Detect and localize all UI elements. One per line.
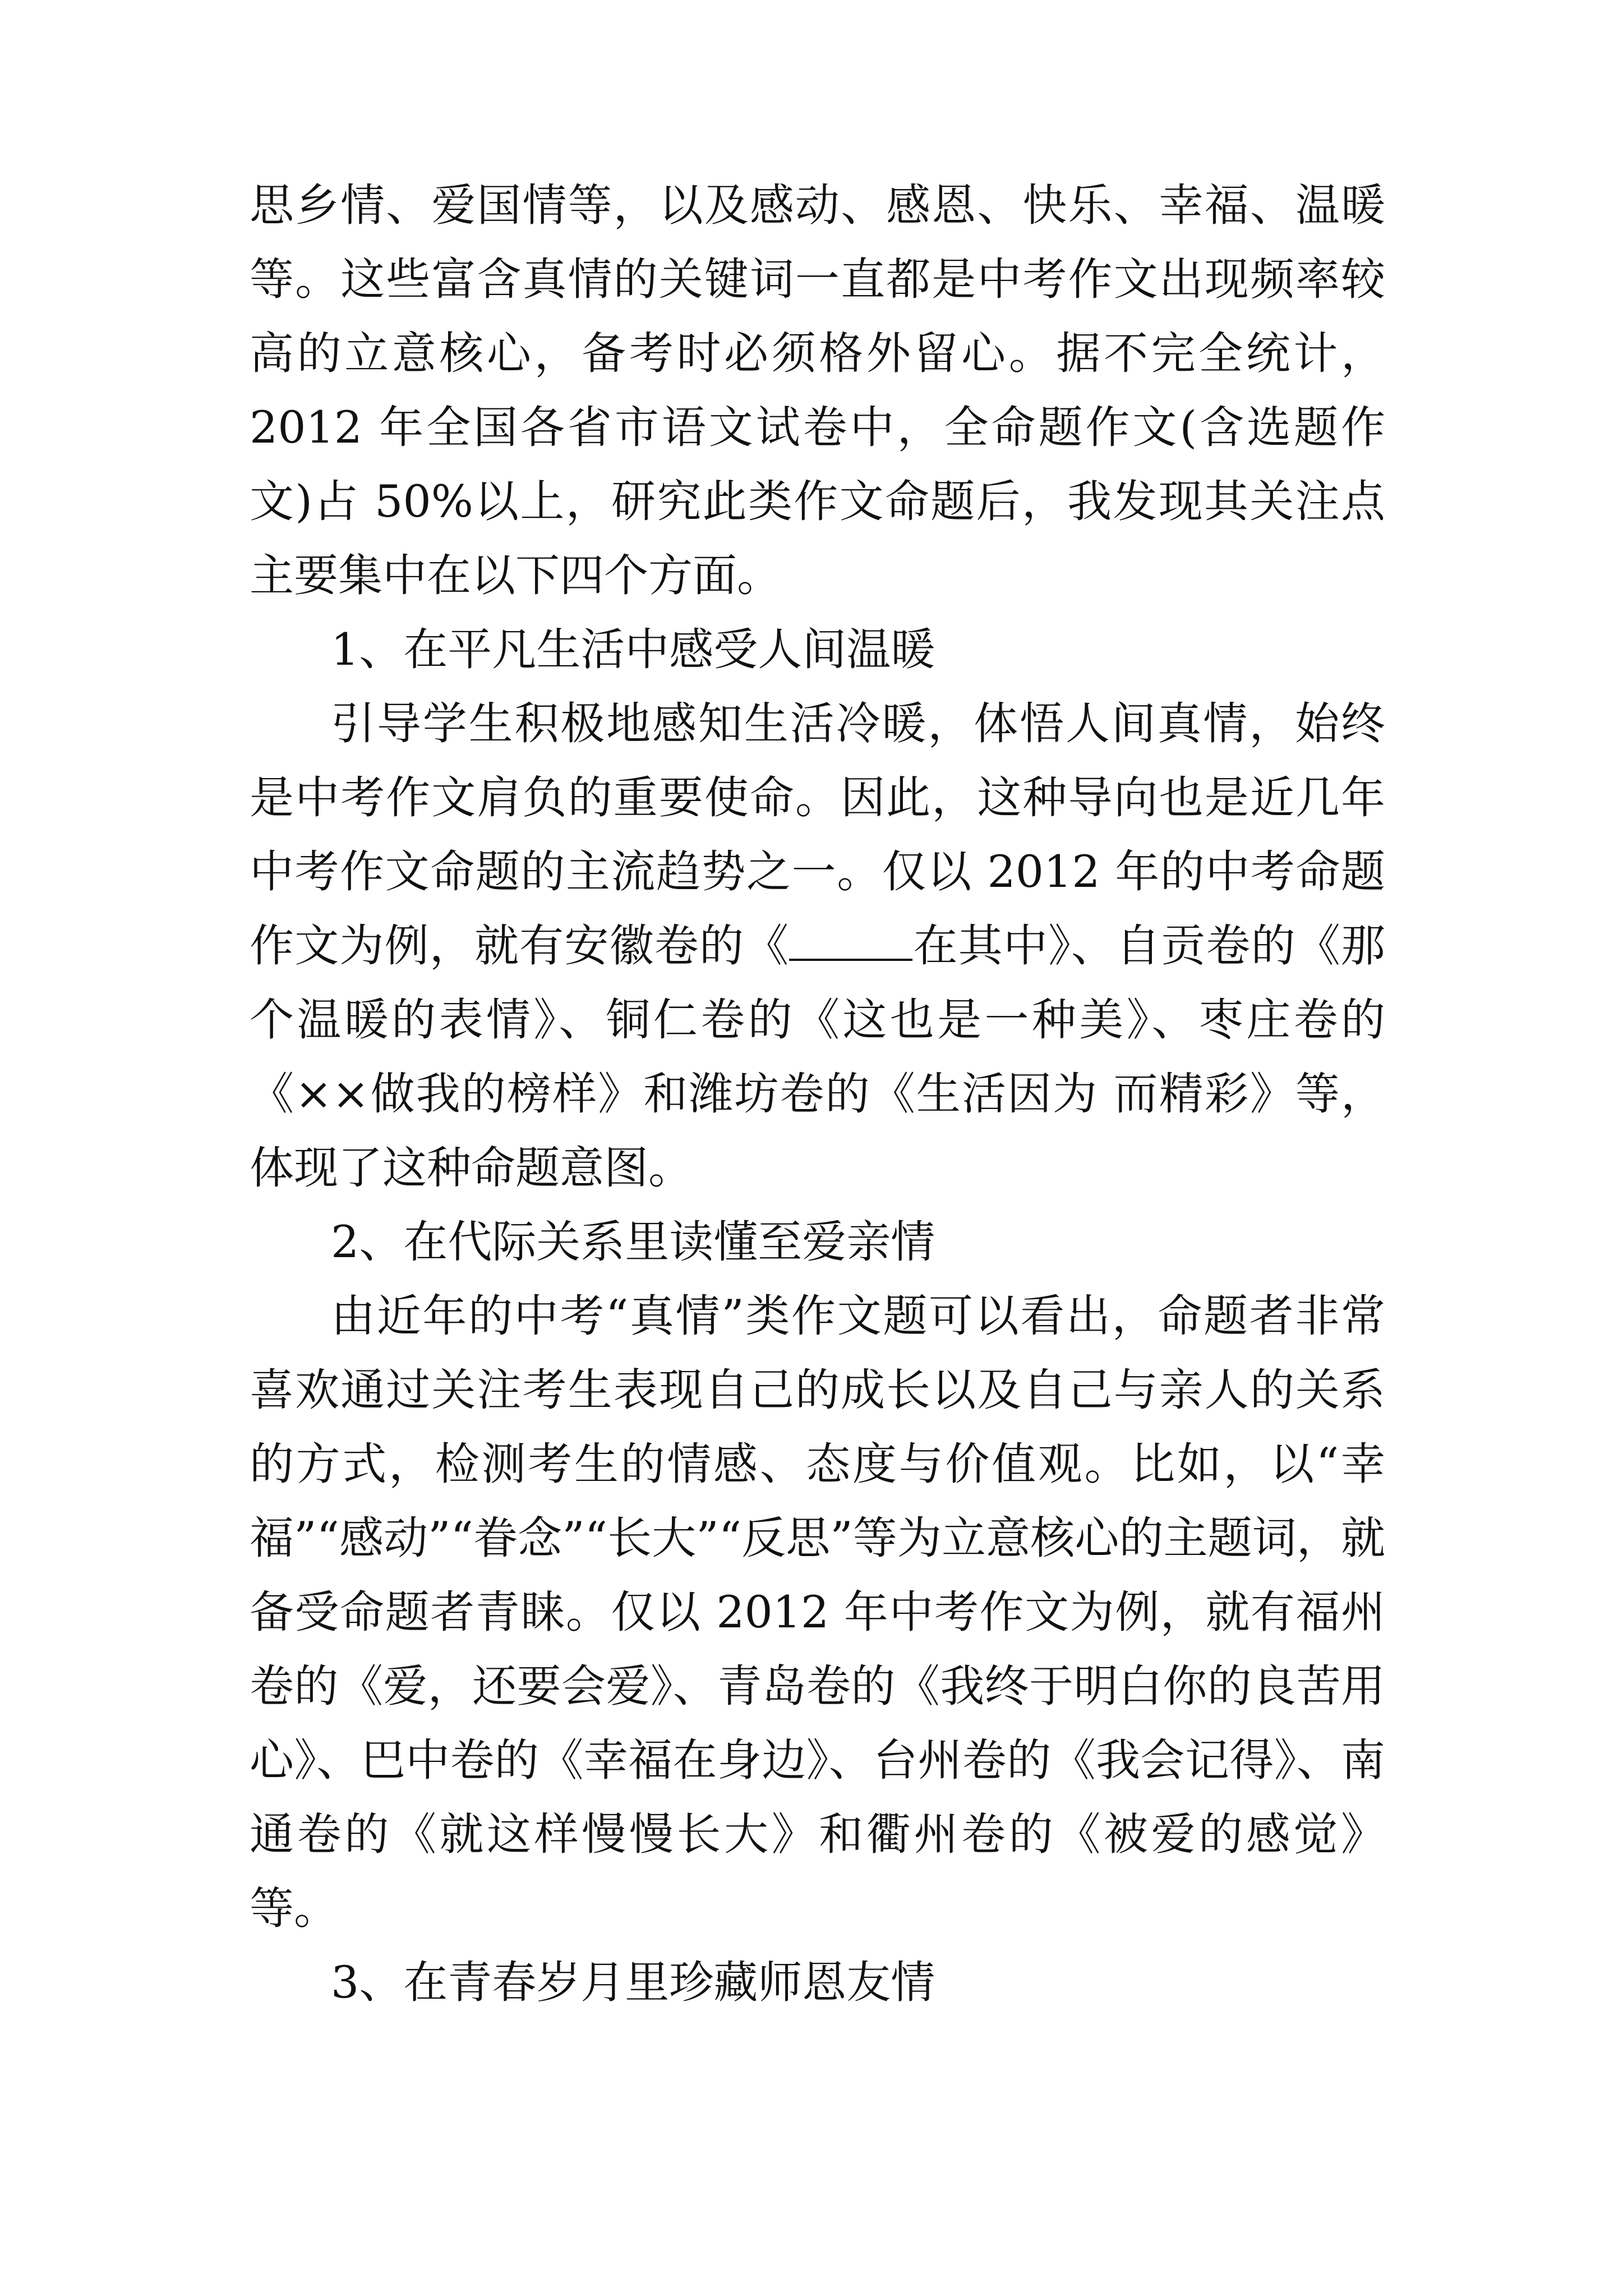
paragraph-section-1 <box>250 687 1385 1205</box>
section-heading-3: 3、在青春岁月里珍藏师恩友情 <box>331 1957 935 2008</box>
fill-in-blank <box>789 925 912 961</box>
body-text <box>250 168 1385 2019</box>
paragraph-section-1-part-a: 引导学生积极地感知生活冷暖，体悟人间真情，始终是中考作文肩负的重要使命。因此，这种导向也是近几年中考作文命题的主流趋势之一。仅以 2012 年的中考命题作文为例，就有安徽卷的《 <box>250 698 1385 972</box>
section-heading-2: 2、在代际关系里读懂至爱亲情 <box>331 1216 935 1268</box>
section-heading-1: 1、在平凡生活中感受人间温暖 <box>331 624 935 675</box>
paragraph-section-2: 由近年的中考“真情”类作文题可以看出，命题者非常喜欢通过关注考生表现自己的成长以及自己与亲人的关系的方式，检测考生的情感、态度与价值观。比如，以“幸福”“感动”“眷念”“长大”“反思”等为立意核心的主题词，就备受命题者青睐。仅以 2012 年中考作文为例，就有福州卷的《爱，还要会爱》、青岛卷的《我终于明白你的良苦用心》、巴中卷的《幸福在身边》、台州卷的《我会记得》、南通卷的《就这样慢慢长大》和衢州卷的《被爱的感觉》等。 <box>250 1290 1385 1934</box>
paragraph-section-1-part-b: 在其中》、自贡卷的《那个温暖的表情》、铜仁卷的《这也是一种美》、枣庄卷的《××做我的榜样》和潍坊卷的《生活因为 而精彩》等，体现了这种命题意图。 <box>250 920 1386 1194</box>
paragraph-intro: 思乡情、爱国情等，以及感动、感恩、快乐、幸福、温暖等。这些富含真情的关键词一直都是中考作文出现频率较高的立意核心，备考时必须格外留心。据不完全统计，2012 年全国各省市语文试卷中，全命题作文(含选题作文)占 50%以上，研究此类作文命题后，我发现其关注点主要集中在以下四个方面。 <box>250 180 1385 601</box>
